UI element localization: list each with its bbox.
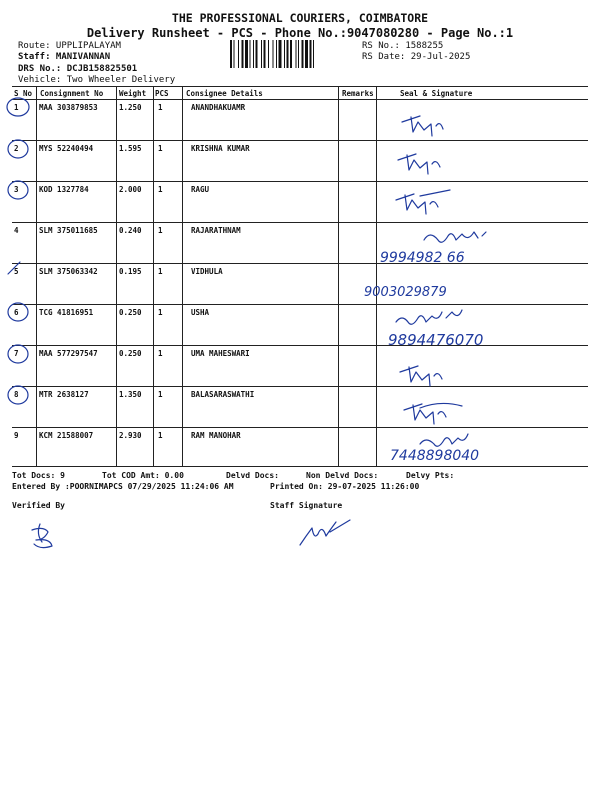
row-consignee: BALASARASWATHI	[191, 390, 255, 399]
row-consignment: SLM 375063342	[39, 267, 98, 276]
row-consignee: RAM MANOHAR	[191, 431, 241, 440]
row-sno: 3	[14, 185, 19, 194]
row-sno: 5	[14, 267, 19, 276]
sno-circle-mark	[7, 98, 29, 116]
signature-mark	[424, 232, 486, 242]
row-consignee: USHA	[191, 308, 210, 317]
row-weight: 2.930	[119, 431, 142, 440]
signature-mark	[400, 366, 442, 386]
signature-mark	[420, 434, 468, 446]
handwritten-phone: 9994982 66	[380, 250, 465, 266]
row-consignment: MTR 2638127	[39, 390, 89, 399]
vehicle-label: Vehicle: Two Wheeler Delivery	[18, 75, 176, 85]
col-header-consignment: Consignment No	[40, 89, 104, 98]
row-sno: 8	[14, 390, 19, 399]
signature-mark	[396, 310, 462, 324]
sno-circle-mark	[8, 181, 28, 199]
row-consignment: MAA 303879853	[39, 103, 98, 112]
row-weight: 1.595	[119, 144, 142, 153]
col-header-weight: Weight	[119, 89, 147, 98]
sno-circle-mark	[8, 386, 28, 404]
col-header-remarks: Remarks	[342, 89, 374, 98]
row-consignment: MAA 577297547	[39, 349, 98, 358]
row-sno: 7	[14, 349, 19, 358]
row-consignment: KCM 21588007	[39, 431, 94, 440]
col-header-seal-signature: Seal & Signature	[400, 89, 473, 98]
row-pcs: 1	[158, 431, 163, 440]
row-pcs: 1	[158, 308, 163, 317]
col-header-consignee: Consignee Details	[186, 89, 263, 98]
route-label: Route: UPPLIPALAYAM	[18, 41, 121, 51]
sno-circle-mark	[8, 303, 28, 321]
row-consignee: VIDHULA	[191, 267, 223, 276]
handwritten-phone: 9003029879	[364, 285, 447, 300]
rs-number: RS No.: 1588255	[362, 41, 444, 51]
total-docs: Tot Docs: 9	[12, 471, 65, 480]
row-pcs: 1	[158, 267, 163, 276]
printed-on: Printed On: 29-07-2025 11:26:00	[270, 482, 420, 491]
row-consignee: RAJARATHNAM	[191, 226, 241, 235]
signature-mark	[404, 403, 462, 424]
row-pcs: 1	[158, 390, 163, 399]
verified-by-label: Verified By	[12, 501, 65, 510]
delivered-docs: Delvd Docs:	[226, 471, 279, 480]
col-header-sno: S No	[14, 89, 33, 98]
staff-label: Staff: MANIVANNAN	[18, 52, 111, 62]
row-pcs: 1	[158, 144, 163, 153]
entered-by: Entered By :POORNIMAPCS 07/29/2025 11:24:06 AM	[12, 482, 234, 491]
staff-signature-mark	[300, 520, 350, 545]
total-cod-amount: Tot COD Amt: 0.00	[102, 471, 184, 480]
signature-mark	[398, 154, 440, 174]
row-consignment: KOD 1327784	[39, 185, 89, 194]
row-sno: 4	[14, 226, 19, 235]
row-consignment: MYS 52240494	[39, 144, 94, 153]
drs-label: DRS No.: DCJB158825501	[18, 64, 138, 74]
handwritten-phone: 9894476070	[388, 331, 484, 349]
row-weight: 1.250	[119, 103, 142, 112]
verified-signature-mark	[32, 524, 52, 548]
row-weight: 0.250	[119, 308, 142, 317]
sno-circle-mark	[8, 140, 28, 158]
sno-circle-mark	[8, 345, 28, 363]
row-sno: 1	[14, 103, 19, 112]
row-weight: 0.250	[119, 349, 142, 358]
rs-date: RS Date: 29-Jul-2025	[362, 52, 471, 62]
row-pcs: 1	[158, 349, 163, 358]
handwritten-phone: 7448898040	[390, 448, 480, 464]
company-title: THE PROFESSIONAL COURIERS, COIMBATORE	[171, 11, 429, 25]
row-consignee: ANANDHAKUAMR	[191, 103, 246, 112]
non-delivered-docs: Non Delvd Docs:	[306, 471, 379, 480]
row-consignment: TCG 41816951	[39, 308, 94, 317]
row-pcs: 1	[158, 226, 163, 235]
runsheet-subtitle: Delivery Runsheet - PCS - Phone No.:9047080280 - Page No.:1	[86, 26, 514, 40]
tick-mark	[8, 262, 20, 274]
row-consignment: SLM 375011685	[39, 226, 98, 235]
row-consignee: UMA MAHESWARI	[191, 349, 250, 358]
delivery-points: Delvy Pts:	[406, 471, 455, 480]
row-sno: 2	[14, 144, 19, 153]
signature-mark	[402, 116, 443, 136]
row-sno: 9	[14, 431, 19, 440]
row-pcs: 1	[158, 185, 163, 194]
row-weight: 0.240	[119, 226, 142, 235]
row-weight: 0.195	[119, 267, 142, 276]
row-weight: 1.350	[119, 390, 142, 399]
row-consignee: RAGU	[191, 185, 210, 194]
row-consignee: KRISHNA KUMAR	[191, 144, 250, 153]
row-sno: 6	[14, 308, 19, 317]
row-weight: 2.000	[119, 185, 142, 194]
col-header-pcs: PCS	[155, 89, 169, 98]
row-pcs: 1	[158, 103, 163, 112]
staff-signature-label: Staff Signature	[270, 501, 343, 510]
signature-mark	[396, 190, 450, 214]
